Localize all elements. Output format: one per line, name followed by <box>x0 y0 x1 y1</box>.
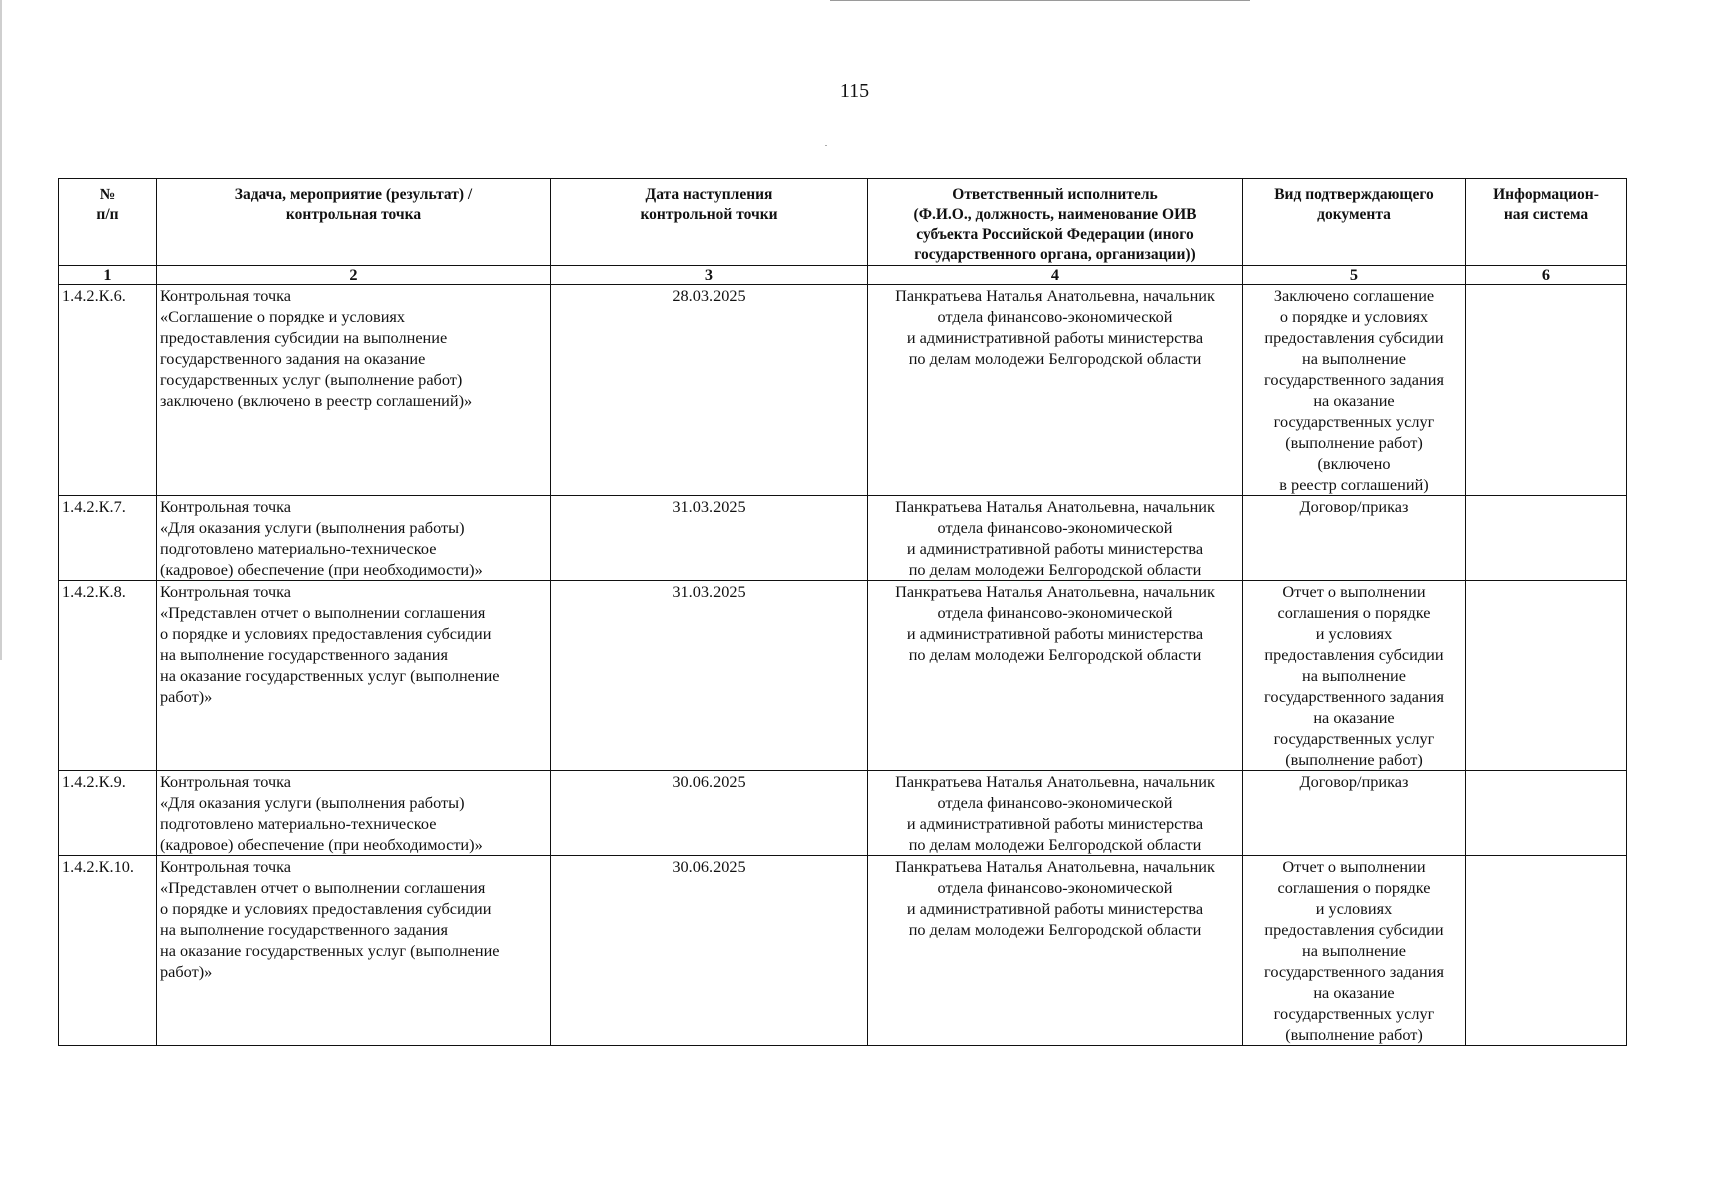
responsible-cell: Панкратьева Наталья Анатольевна, начальник отдела финансово-экономической и административной работы министерства по делам молодежи Белгородской области <box>868 285 1243 496</box>
scan-artifact-dot <box>825 145 827 146</box>
header-cell-number: № п/п <box>59 179 157 266</box>
responsible-cell: Панкратьева Наталья Анатольевна, начальник отдела финансово-экономической и административной работы министерства по делам молодежи Белгородской области <box>868 771 1243 856</box>
column-number-cell: 3 <box>551 266 868 285</box>
responsible-cell: Панкратьева Наталья Анатольевна, начальник отдела финансово-экономической и административной работы министерства по делам молодежи Белгородской области <box>868 581 1243 771</box>
date-cell: 30.06.2025 <box>551 856 868 1046</box>
document-cell: Заключено соглашение о порядке и условиях предоставления субсидии на выполнение государственного задания на оказание государственных услуг (выполнение работ) (включено в реестр соглашений) <box>1243 285 1466 496</box>
header-cell-date: Дата наступления контрольной точки <box>551 179 868 266</box>
table-row <box>59 581 1627 771</box>
header-cell-task: Задача, мероприятие (результат) / контрольная точка <box>157 179 551 266</box>
row-number-cell: 1.4.2.К.8. <box>59 581 157 771</box>
info-system-cell <box>1466 771 1627 856</box>
column-number-cell: 2 <box>157 266 551 285</box>
column-number-cell: 4 <box>868 266 1243 285</box>
column-number-cell: 5 <box>1243 266 1466 285</box>
row-number-cell: 1.4.2.К.6. <box>59 285 157 496</box>
row-number-cell: 1.4.2.К.10. <box>59 856 157 1046</box>
page-number: 115 <box>839 80 870 102</box>
task-cell: Контрольная точка «Представлен отчет о выполнении соглашения о порядке и условиях предоставления субсидии на выполнение государственного задания на оказание государственных услуг (выполнение работ)» <box>157 856 551 1046</box>
scan-artifact-line <box>830 0 1250 1</box>
date-cell: 30.06.2025 <box>551 771 868 856</box>
row-number-cell: 1.4.2.К.9. <box>59 771 157 856</box>
header-row <box>59 179 1627 266</box>
table-row <box>59 285 1627 496</box>
document-cell: Отчет о выполнении соглашения о порядке и условиях предоставления субсидии на выполнение государственного задания на оказание государственных услуг (выполнение работ) <box>1243 581 1466 771</box>
date-cell: 31.03.2025 <box>551 581 868 771</box>
column-number-row <box>59 266 1627 285</box>
column-number-cell: 1 <box>59 266 157 285</box>
responsible-cell: Панкратьева Наталья Анатольевна, начальник отдела финансово-экономической и административной работы министерства по делам молодежи Белгородской области <box>868 856 1243 1046</box>
column-number-cell: 6 <box>1466 266 1627 285</box>
task-cell: Контрольная точка «Для оказания услуги (выполнения работы) подготовлено материально-техническое (кадровое) обеспечение (при необходимости)» <box>157 496 551 581</box>
row-number-cell: 1.4.2.К.7. <box>59 496 157 581</box>
table-row <box>59 856 1627 1046</box>
document-cell: Отчет о выполнении соглашения о порядке и условиях предоставления субсидии на выполнение государственного задания на оказание государственных услуг (выполнение работ) <box>1243 856 1466 1046</box>
responsible-cell: Панкратьева Наталья Анатольевна, начальник отдела финансово-экономической и административной работы министерства по делам молодежи Белгородской области <box>868 496 1243 581</box>
control-points-table <box>58 178 1627 1046</box>
table-row <box>59 771 1627 856</box>
date-cell: 31.03.2025 <box>551 496 868 581</box>
info-system-cell <box>1466 496 1627 581</box>
info-system-cell <box>1466 581 1627 771</box>
header-cell-responsible: Ответственный исполнитель (Ф.И.О., должность, наименование ОИВ субъекта Российской Федерации (иного государственного органа, организации)) <box>868 179 1243 266</box>
document-cell: Договор/приказ <box>1243 771 1466 856</box>
table-row <box>59 496 1627 581</box>
task-cell: Контрольная точка «Соглашение о порядке и условиях предоставления субсидии на выполнение государственного задания на оказание государственных услуг (выполнение работ) заключено (включено в реестр соглашений)» <box>157 285 551 496</box>
task-cell: Контрольная точка «Для оказания услуги (выполнения работы) подготовлено материально-техническое (кадровое) обеспечение (при необходимости)» <box>157 771 551 856</box>
task-cell: Контрольная точка «Представлен отчет о выполнении соглашения о порядке и условиях предоставления субсидии на выполнение государственного задания на оказание государственных услуг (выполнение работ)» <box>157 581 551 771</box>
header-cell-info-system: Информацион- ная система <box>1466 179 1627 266</box>
info-system-cell <box>1466 285 1627 496</box>
header-cell-document: Вид подтверждающего документа <box>1243 179 1466 266</box>
info-system-cell <box>1466 856 1627 1046</box>
document-cell: Договор/приказ <box>1243 496 1466 581</box>
date-cell: 28.03.2025 <box>551 285 868 496</box>
